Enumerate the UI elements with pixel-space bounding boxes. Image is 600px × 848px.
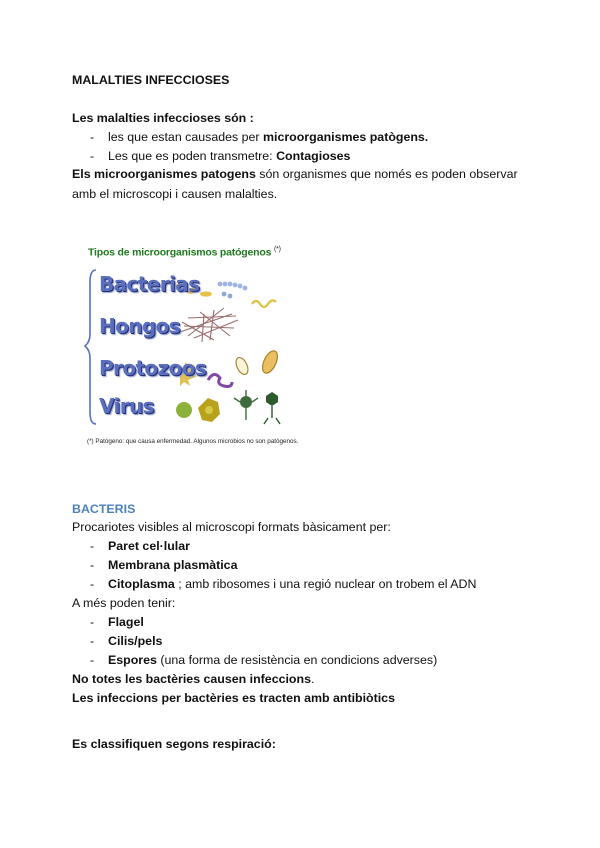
definition-paragraph: Els microorganismes patogens són organismes que només es poden observar [72, 167, 518, 181]
list-dash: - [90, 558, 95, 572]
list-item: Paret cel·lular [108, 539, 190, 553]
list-item: Citoplasma ; amb ribosomes i una regió nuclear on trobem el ADN [108, 577, 477, 591]
note-not-all-bacteria: No totes les bactèries causen infeccions. [72, 672, 315, 686]
fungi-icon [180, 308, 238, 342]
classification-heading: Es classifiquen segons respiració: [72, 737, 276, 751]
list-item: Espores (una forma de resistència en condicions adverses) [108, 653, 438, 667]
document-title: MALALTIES INFECCIOSES [72, 73, 230, 87]
list-dash: - [90, 653, 95, 667]
list-item: les que estan causades per microorganismes patògens. [108, 130, 429, 144]
bacteris-intro: Procariotes visibles al microscopi formats bàsicament per: [72, 520, 391, 534]
list-item: Cilis/pels [108, 634, 163, 648]
list-item: Les que es poden transmetre: Contagioses [108, 149, 351, 163]
also-have-label: A més poden tenir: [72, 596, 176, 610]
definition-line-2: amb el microscopi i causen malalties. [72, 187, 278, 201]
microorganisms-figure [84, 242, 306, 450]
section-heading-bacteris: BACTERIS [72, 502, 136, 516]
note-antibiotics: Les infeccions per bactèries es tracten amb antibiòtics [72, 691, 395, 705]
category-protozoos: Protozoos [99, 356, 207, 380]
brace-icon [85, 270, 96, 424]
list-item: Flagel [108, 615, 144, 629]
intro-heading: Les malalties infeccioses són : [72, 111, 254, 125]
category-hongos: Hongos [99, 314, 181, 338]
list-dash: - [90, 634, 95, 648]
figure-title: Tipos de microorganismos patógenos (*) [88, 246, 281, 259]
list-dash: - [90, 149, 95, 163]
category-bacterias: Bacterias [99, 272, 200, 296]
list-item: Membrana plasmàtica [108, 558, 238, 572]
list-dash: - [90, 615, 95, 629]
list-dash: - [90, 577, 95, 591]
list-dash: - [90, 130, 95, 144]
list-dash: - [90, 539, 95, 553]
figure-footnote: (*) Patógeno: que causa enfermedad. Algunos microbios no son patógenos. [87, 438, 299, 445]
category-virus: Virus [99, 394, 154, 418]
virus-icon [176, 390, 280, 424]
